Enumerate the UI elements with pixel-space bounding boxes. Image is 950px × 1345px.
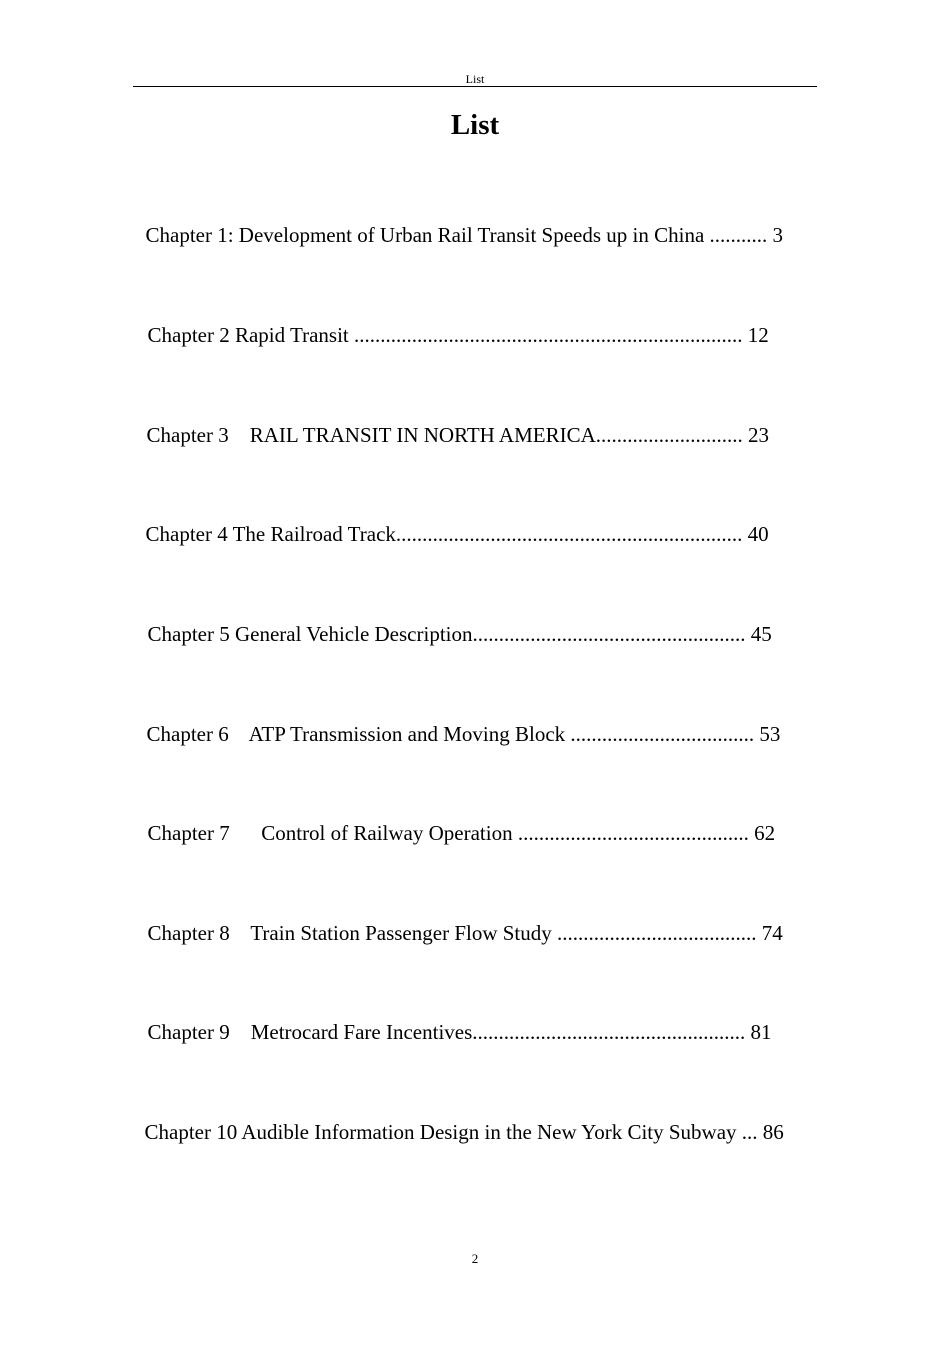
header-rule: [133, 86, 817, 87]
toc-entry-page: 62: [754, 821, 776, 845]
toc-entry-leader: ............................................: [512, 821, 749, 845]
toc-entry-leader: ...: [736, 1120, 758, 1144]
toc-entry-2[interactable]: [137, 290, 769, 347]
toc-entry-8[interactable]: [137, 888, 783, 945]
toc-entry-leader: ......................................: [551, 921, 757, 945]
toc-entry-page: 23: [748, 423, 770, 447]
toc-entry-4[interactable]: [135, 489, 769, 546]
toc-entry-page: 3: [772, 223, 784, 247]
toc-entry-label: Chapter 3 RAIL TRANSIT IN NORTH AMERICA: [146, 423, 596, 447]
toc-entry-page: 40: [747, 522, 769, 546]
toc-entry-label: Chapter 9 Metrocard Fare Incentives: [147, 1020, 473, 1044]
toc-entry-leader: ..................................................................: [395, 522, 743, 546]
toc-entry-5[interactable]: [137, 589, 772, 646]
toc-entry-page: 45: [750, 622, 772, 646]
toc-entry-page: 86: [762, 1120, 784, 1144]
toc-entry-label: Chapter 6 ATP Transmission and Moving Block: [146, 722, 566, 746]
toc-entry-leader: ....................................................: [472, 1020, 746, 1044]
toc-entry-page: 53: [759, 722, 781, 746]
toc-entry-label: Chapter 5 General Vehicle Description: [147, 622, 473, 646]
toc-entry-label: Chapter 4 The Railroad Track: [145, 522, 396, 546]
toc-entry-3[interactable]: [136, 390, 770, 447]
toc-entry-leader: ....................................................: [472, 622, 746, 646]
toc-entry-label: Chapter 7 Control of Railway Operation: [147, 821, 513, 845]
toc-entry-9[interactable]: [137, 987, 772, 1044]
toc-entry-label: Chapter 2 Rapid Transit: [147, 323, 349, 347]
toc-entry-1[interactable]: [135, 190, 784, 247]
toc-entry-page: 12: [747, 323, 769, 347]
toc-entry-page: 81: [750, 1020, 772, 1044]
page-number: 2: [471, 1251, 479, 1266]
toc-entry-label: Chapter 10 Audible Information Design in the New York City Subway: [144, 1120, 737, 1144]
toc-entry-page: 74: [761, 921, 783, 945]
toc-entry-leader: ..........................................................................: [348, 323, 743, 347]
toc-entry-6[interactable]: [136, 689, 781, 746]
toc-entry-label: Chapter 8 Train Station Passenger Flow Study: [147, 921, 552, 945]
toc-entry-10[interactable]: [134, 1087, 784, 1144]
toc-entry-leader: ............................: [595, 423, 743, 447]
toc-entry-label: Chapter 1: Development of Urban Rail Transit Speeds up in China: [145, 223, 705, 247]
toc-entry-leader: ...........: [704, 223, 768, 247]
page-title: List: [450, 109, 500, 141]
toc-entry-leader: ...................................: [565, 722, 755, 746]
running-header: List: [465, 72, 485, 86]
toc-entry-7[interactable]: [137, 788, 776, 845]
